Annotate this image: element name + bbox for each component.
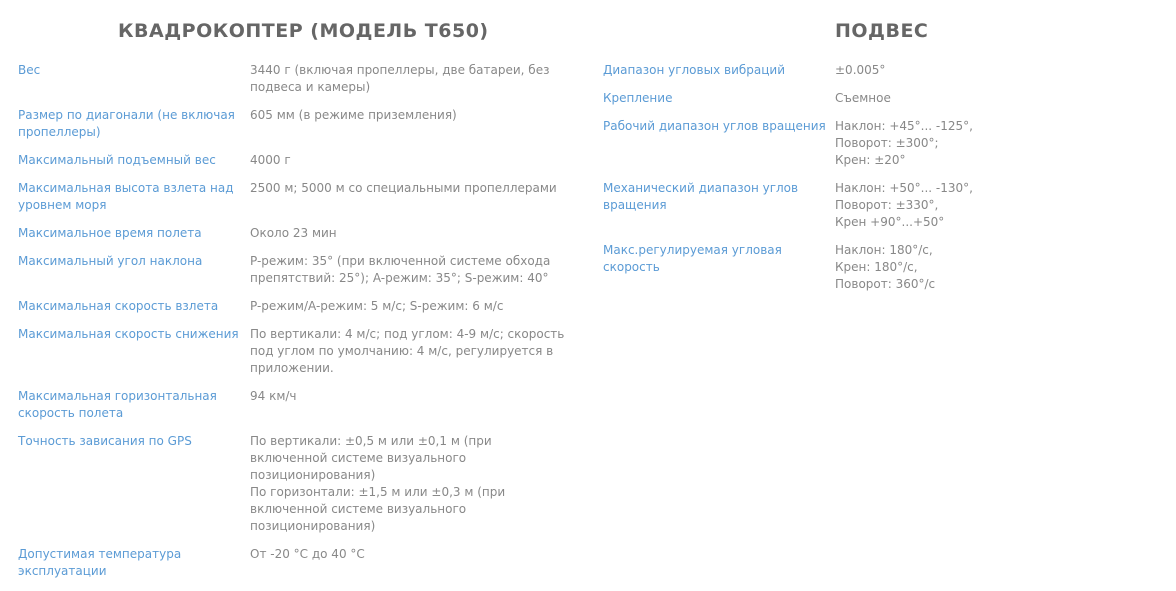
spec-value-line: Крен: 180°/с, xyxy=(835,260,918,274)
spec-row xyxy=(18,326,578,377)
spec-value xyxy=(250,546,568,563)
spec-value-line: Съемное xyxy=(835,91,891,105)
spec-value-line: ±0.005° xyxy=(835,63,886,77)
quadcopter-specs xyxy=(18,62,578,591)
spec-value-line: Крен +90°...+50° xyxy=(835,215,945,229)
spec-value xyxy=(250,298,568,315)
spec-label: Максимальная горизонтальная скорость полета xyxy=(18,389,217,420)
spec-label: Точность зависания по GPS xyxy=(18,434,192,448)
spec-label: Максимальная скорость снижения xyxy=(18,327,239,341)
spec-value xyxy=(250,388,568,405)
spec-value xyxy=(835,242,1153,293)
gimbal-title: ПОДВЕС xyxy=(835,20,929,42)
spec-label: Допустимая температура эксплуатации xyxy=(18,547,182,578)
spec-value-line: 3440 г (включая пропеллеры, две батареи, без подвеса и камеры) xyxy=(250,63,550,94)
spec-value-line: По горизонтали: ±1,5 м или ±0,3 м (при включенной системе визуального позиционирования) xyxy=(250,485,506,533)
spec-value xyxy=(250,326,568,377)
spec-value-line: По вертикали: 4 м/с; под углом: 4-9 м/с; скорость под углом по умолчанию: 4 м/с, регулируется в приложении. xyxy=(250,327,565,375)
quadcopter-title: КВАДРОКОПТЕР (МОДЕЛЬ T650) xyxy=(118,20,489,42)
spec-value-line: Поворот: ±330°, xyxy=(835,198,939,212)
spec-row xyxy=(603,118,1163,169)
spec-row xyxy=(18,253,578,287)
spec-row xyxy=(18,107,578,141)
spec-value-line: P-режим: 35° (при включенной системе обхода препятствий: 25°); A-режим: 35°; S-режим: 40° xyxy=(250,254,551,285)
spec-label: Максимальная скорость взлета xyxy=(18,299,219,313)
spec-label: Крепление xyxy=(603,91,673,105)
spec-row xyxy=(603,62,1163,79)
spec-label: Рабочий диапазон углов вращения xyxy=(603,119,826,133)
spec-value xyxy=(250,180,568,197)
spec-row xyxy=(603,180,1163,231)
spec-value xyxy=(250,253,568,287)
spec-value xyxy=(250,225,568,242)
spec-label: Максимальный подъемный вес xyxy=(18,153,216,167)
spec-row xyxy=(18,433,578,535)
spec-value xyxy=(835,62,1153,79)
spec-label: Максимальный угол наклона xyxy=(18,254,203,268)
spec-value-line: 605 мм (в режиме приземления) xyxy=(250,108,457,122)
spec-value xyxy=(835,118,1153,169)
spec-value xyxy=(835,180,1153,231)
spec-row xyxy=(603,90,1163,107)
spec-value-line: Наклон: +50°... -130°, xyxy=(835,181,973,195)
spec-value-line: Поворот: 360°/с xyxy=(835,277,936,291)
spec-row xyxy=(18,388,578,422)
spec-row xyxy=(18,546,578,580)
spec-label: Вес xyxy=(18,63,41,77)
spec-value-line: Наклон: +45°... -125°, xyxy=(835,119,973,133)
spec-value-line: Поворот: ±300°; xyxy=(835,136,939,150)
spec-label: Размер по диагонали (не включая пропеллеры) xyxy=(18,108,235,139)
spec-value xyxy=(250,152,568,169)
spec-value-line: 4000 г xyxy=(250,153,291,167)
spec-label: Максимальное время полета xyxy=(18,226,202,240)
spec-row xyxy=(18,180,578,214)
spec-value-line: По вертикали: ±0,5 м или ±0,1 м (при включенной системе визуального позиционирования) xyxy=(250,434,492,482)
spec-row xyxy=(18,298,578,315)
spec-value-line: Наклон: 180°/с, xyxy=(835,243,933,257)
spec-value-line: 94 км/ч xyxy=(250,389,297,403)
gimbal-specs xyxy=(603,62,1163,304)
spec-row xyxy=(18,225,578,242)
spec-row xyxy=(18,62,578,96)
spec-row xyxy=(603,242,1163,293)
spec-row xyxy=(18,152,578,169)
spec-value-line: От -20 °C до 40 °C xyxy=(250,547,365,561)
spec-label: Макс.регулируемая угловая скорость xyxy=(603,243,782,274)
spec-label: Максимальная высота взлета над уровнем моря xyxy=(18,181,234,212)
spec-label: Диапазон угловых вибраций xyxy=(603,63,785,77)
spec-value xyxy=(250,107,568,124)
spec-value xyxy=(250,433,568,535)
spec-value xyxy=(250,62,568,96)
spec-value xyxy=(835,90,1153,107)
spec-value-line: Около 23 мин xyxy=(250,226,337,240)
spec-label: Механический диапазон углов вращения xyxy=(603,181,799,212)
spec-value-line: Крен: ±20° xyxy=(835,153,906,167)
spec-value-line: 2500 м; 5000 м со специальными пропеллерами xyxy=(250,181,557,195)
spec-value-line: P-режим/A-режим: 5 м/с; S-режим: 6 м/с xyxy=(250,299,504,313)
